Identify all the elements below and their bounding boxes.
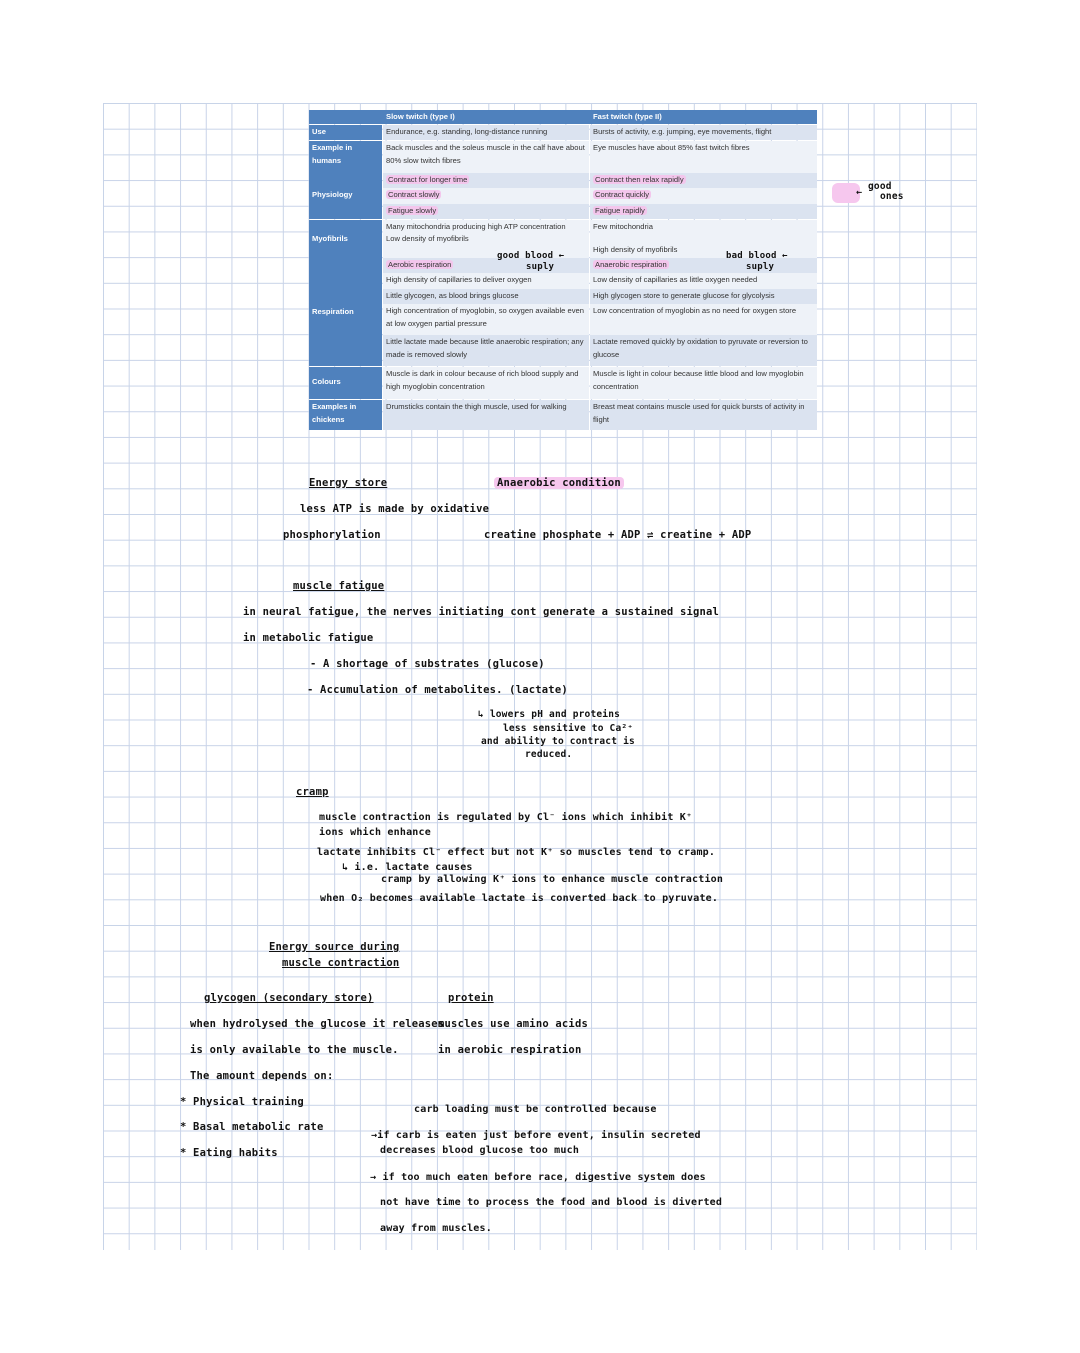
note-line: in neural fatigue, the nerves initiating cont generate a sustained signal: [243, 606, 720, 618]
note-line: is only available to the muscle.: [190, 1044, 399, 1056]
cell-text: Low concentration of myoglobin as no need for oxygen store: [590, 304, 817, 335]
cell-text: Little lactate made because little anaerobic respiration; any made is removed slowly: [383, 335, 589, 366]
table-header-row: [309, 110, 817, 124]
cell-text: High density of myofibrils: [593, 245, 678, 254]
fatigue-heading: muscle fatigue: [293, 580, 385, 592]
note-line: in metabolic fatigue: [243, 632, 374, 644]
cell-text: Low density of myofibrils: [386, 233, 469, 243]
key-arrow: ←: [856, 187, 863, 198]
fast-cell: [590, 173, 817, 219]
good-ones-note: ones: [880, 191, 904, 202]
anaerobic-heading: [494, 477, 624, 489]
row-label: Example in humans: [309, 141, 382, 173]
note-line: The amount depends on:: [190, 1070, 334, 1082]
slow-cell: Endurance, e.g. standing, long-distance running: [383, 125, 589, 140]
good-blood-note: good blood ←: [497, 251, 565, 261]
fast-cell: [590, 258, 817, 366]
fast-cell: Breast meat contains muscle used for quick bursts of activity in flight: [590, 400, 817, 430]
note-line: not have time to process the food and blood is diverted: [380, 1197, 723, 1208]
cell-text: Many mitochondria producing high ATP concentration: [386, 222, 566, 231]
slow-cell: Drumsticks contain the thigh muscle, used for walking: [383, 400, 589, 430]
cell-text: Aerobic respiration: [388, 260, 452, 269]
header-slow-twitch: Slow twitch (type I): [383, 110, 589, 124]
row-label: Examples in chickens: [309, 400, 382, 430]
note-line: less ATP is made by oxidative: [300, 503, 490, 515]
note-line: decreases blood glucose too much: [380, 1145, 580, 1156]
note-line: phosphorylation: [283, 529, 381, 541]
note-line: in aerobic respiration: [438, 1044, 582, 1056]
cell-text: Lactate removed quickly by oxidation to pyruvate or reversion to glucose: [590, 335, 817, 366]
table-row-chickens: [309, 400, 817, 430]
cell-text: Fatigue slowly: [388, 206, 437, 215]
note-line: lactate inhibits Cl⁻ effect but not K⁺ so muscles tend to cramp.: [317, 847, 716, 858]
slow-cell: Back muscles and the soleus muscle in the calf have about 80% slow twitch fibres: [383, 141, 589, 173]
header-blank-cell: [309, 110, 382, 124]
note-line: - Accumulation of metabolites. (lactate): [307, 684, 568, 696]
row-label: Colours: [309, 367, 382, 399]
note-line: ↳ lowers pH and proteins: [478, 709, 621, 720]
highlighted-text: Anaerobic condition: [494, 477, 624, 489]
cell-text: Little glycogen, as blood brings glucose: [383, 289, 589, 304]
note-line: away from muscles.: [380, 1223, 492, 1234]
row-label: Myofibrils: [309, 220, 382, 258]
cell-text: Few mitochondria: [593, 222, 653, 231]
cell-text: Contract slowly: [388, 190, 440, 199]
header-fast-twitch: Fast twitch (type II): [590, 110, 817, 124]
good-ones-note: good: [868, 181, 892, 192]
slow-cell: [383, 258, 589, 366]
fast-cell: Eye muscles have about 85% fast twitch fibres: [590, 141, 817, 173]
note-line: when O₂ becomes available lactate is converted back to pyruvate.: [320, 893, 719, 904]
table-row-respiration: [309, 258, 817, 366]
note-line: muscle contraction is regulated by Cl⁻ ions which inhibit K⁺: [319, 812, 693, 823]
row-label: Respiration: [309, 258, 382, 366]
energy-store-heading: Energy store: [309, 477, 388, 489]
note-line: →if carb is eaten just before event, insulin secreted: [371, 1130, 701, 1141]
note-line: reduced.: [525, 749, 573, 760]
row-label: Use: [309, 125, 382, 140]
note-line: less sensitive to Ca²⁺: [503, 723, 634, 734]
supply-note: suply: [526, 262, 555, 272]
note-line: and ability to contract is: [481, 736, 635, 747]
note-line: * Basal metabolic rate: [180, 1121, 324, 1133]
row-label: Physiology: [309, 173, 382, 219]
creatine-equation: creatine phosphate + ADP ⇌ creatine + ADP: [484, 529, 752, 541]
note-line: ↳ i.e. lactate causes: [342, 862, 473, 873]
cramp-heading: cramp: [296, 786, 329, 798]
cell-text: Anaerobic respiration: [595, 260, 667, 269]
glycogen-heading: glycogen (secondary store): [204, 992, 374, 1004]
cell-text: High density of capillaries to deliver oxygen: [383, 273, 589, 289]
cell-text: Contract for longer time: [388, 175, 468, 184]
cell-text: Contract quickly: [595, 190, 650, 199]
cell-text: Fatigue rapidly: [595, 206, 645, 215]
table-row-humans: [309, 141, 817, 173]
note-line: cramp by allowing K⁺ ions to enhance muscle contraction: [381, 874, 724, 885]
fast-cell: Bursts of activity, e.g. jumping, eye movements, flight: [590, 125, 817, 140]
slow-cell: Muscle is dark in colour because of rich blood supply and high myoglobin concentration: [383, 367, 589, 399]
supply-note: suply: [746, 262, 775, 272]
note-line: when hydrolysed the glucose it releases: [190, 1018, 445, 1030]
bad-blood-note: bad blood ←: [726, 251, 788, 261]
cell-text: Contract then relax rapidly: [595, 175, 684, 184]
protein-heading: protein: [448, 992, 494, 1004]
cell-text: High glycogen store to generate glucose for glycolysis: [590, 289, 817, 304]
carb-loading-heading: carb loading must be controlled because: [414, 1104, 657, 1115]
slow-cell: [383, 173, 589, 219]
cell-text: Low density of capillaries as little oxygen needed: [590, 273, 817, 289]
note-line: * Physical training: [180, 1096, 304, 1108]
energy-source-heading: muscle contraction: [282, 957, 400, 969]
note-line: * Eating habits: [180, 1147, 278, 1159]
cell-text: High concentration of myoglobin, so oxygen available even at low oxygen partial pressure: [383, 304, 589, 335]
fast-cell: Muscle is light in colour because little blood and low myoglobin concentration: [590, 367, 817, 399]
table-row-physiology: [309, 173, 817, 219]
note-line: ions which enhance: [319, 827, 431, 838]
table-row-use: [309, 125, 817, 140]
energy-source-heading: Energy source during: [269, 941, 400, 953]
note-line: muscles use amino acids: [438, 1018, 588, 1030]
note-line: - A shortage of substrates (glucose): [310, 658, 545, 670]
note-line: → if too much eaten before race, digestive system does: [370, 1172, 706, 1183]
table-row-colours: [309, 367, 817, 399]
